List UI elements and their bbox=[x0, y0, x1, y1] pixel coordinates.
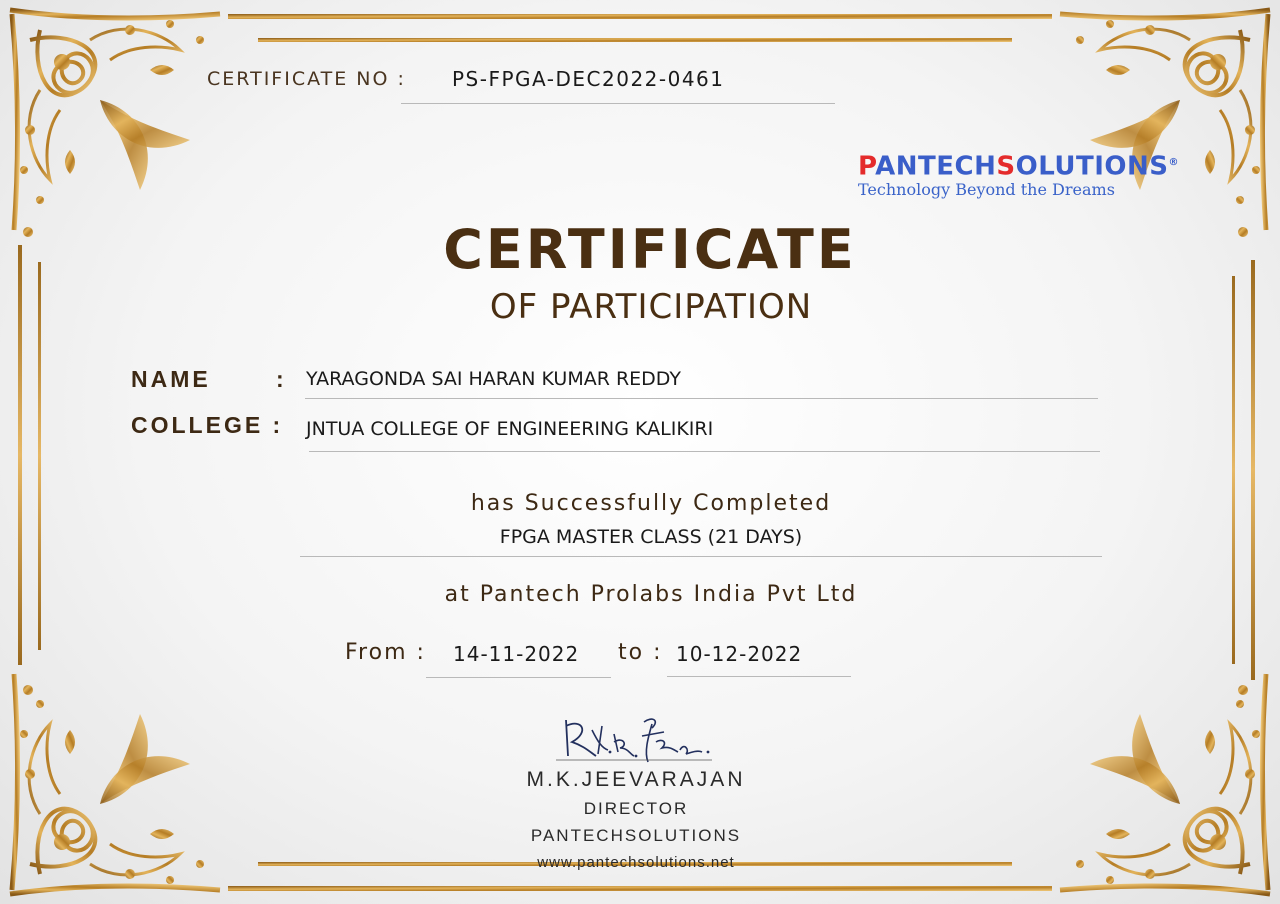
certificate-title: CERTIFICATE bbox=[443, 218, 857, 281]
college-underline bbox=[309, 451, 1100, 452]
logo-tagline: Technology Beyond the Dreams bbox=[858, 179, 1115, 199]
name-label: NAME bbox=[131, 366, 211, 392]
logo-wordmark: PANTECHSOLUTIONS® bbox=[858, 151, 1179, 182]
certificate-subtitle: OF PARTICIPATION bbox=[489, 287, 813, 327]
college-label: COLLEGE : bbox=[131, 412, 284, 438]
college-value: JNTUA COLLEGE OF ENGINEERING KALIKIRI bbox=[306, 418, 714, 440]
certificate-number-value: PS-FPGA-DEC2022-0461 bbox=[452, 67, 725, 91]
signatory-organization: PANTECHSOLUTIONS bbox=[530, 826, 742, 845]
to-label: to : bbox=[618, 640, 663, 665]
from-label: From : bbox=[345, 640, 426, 665]
to-underline bbox=[667, 676, 851, 677]
signatory-role: DIRECTOR bbox=[583, 799, 689, 818]
certificate-number-underline bbox=[401, 103, 835, 104]
completion-statement: has Successfully Completed bbox=[470, 491, 832, 516]
director-signature bbox=[552, 712, 722, 772]
name-underline bbox=[305, 398, 1098, 399]
institution-statement: at Pantech Prolabs India Pvt Ltd bbox=[444, 582, 858, 607]
from-date: 14-11-2022 bbox=[453, 642, 580, 666]
pantech-solutions-logo bbox=[858, 148, 1179, 199]
name-colon: : bbox=[276, 366, 284, 392]
to-date: 10-12-2022 bbox=[676, 642, 803, 666]
course-name: FPGA MASTER CLASS (21 DAYS) bbox=[499, 526, 803, 548]
name-value: YARAGONDA SAI HARAN KUMAR REDDY bbox=[306, 368, 681, 390]
certificate-number-label: CERTIFICATE NO : bbox=[207, 68, 406, 90]
course-underline bbox=[300, 556, 1102, 557]
from-underline bbox=[426, 677, 611, 678]
website-link[interactable]: www.pantechsolutions.net bbox=[537, 854, 735, 871]
signatory-name: M.K.JEEVARAJAN bbox=[526, 768, 746, 791]
